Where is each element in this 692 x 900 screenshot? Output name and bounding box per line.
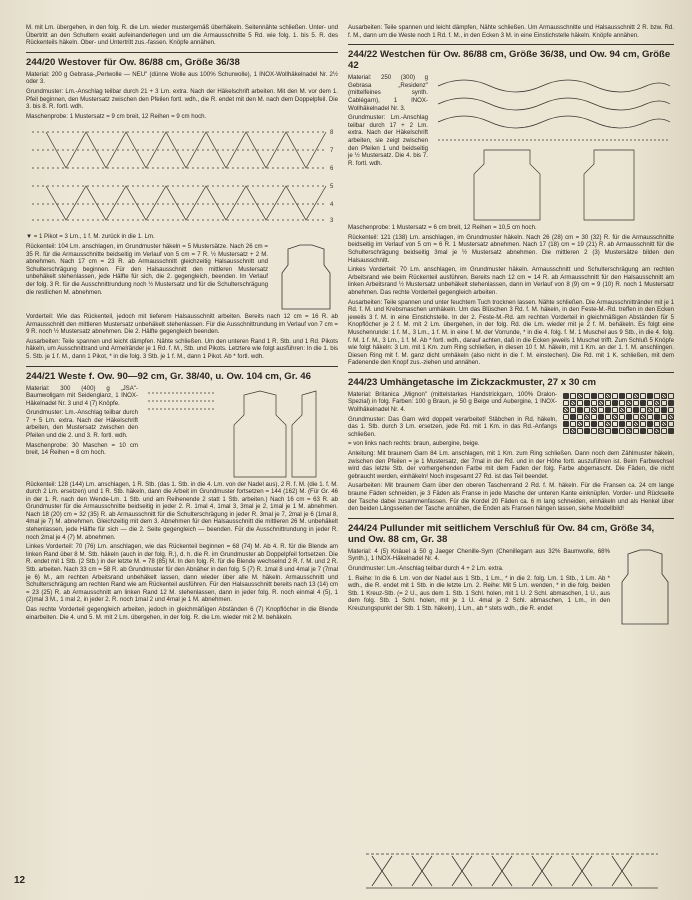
grid-cell [661,393,667,399]
rueckenteil-text: Rückenteil: 121 (138) Lm. anschlagen, im Grundmuster häkeln. Nach 26 (28) cm = 30 (32) R. für die Armausschnitte beidseitig im Verlauf von 5 cm = 6 R. 1 Mustersatz abnehmen. Nach 17 (18) cm = 19 (21) R. ab Armausschnitt für die Schulterschrägung beidseitig 3mal je ½ Mustersatz abnehmen. Die mittleren 2 (3) Mustersätze bilden den Halsausschnitt. [348,233,674,264]
grid-cell [640,393,646,399]
grid-cell [640,407,646,413]
grid-cell [633,400,639,406]
grid-cell [626,407,632,413]
grid-cell [591,393,597,399]
grid-cell [591,407,597,413]
svg-text:7: 7 [330,148,334,155]
grid-cell [591,400,597,406]
rechtes-vorderteil-text: Das rechte Vorderteil gegengleich arbeiten, jedoch in gleichmäßigen Abständen 6 (7) Knopflöcher in die Blende einarbeiten. Die 4. und 5. M. mit 2 Lm. übergehen, in der folg. R. die Lm. wieder mit 2 M. behäkeln. [26,606,338,621]
grid-cell [584,393,590,399]
grid-cell [647,421,653,427]
grid-cell [570,407,576,413]
grid-cell [612,400,618,406]
grid-cell [598,393,604,399]
anleitung-text: Anleitung: Mit braunem Garn 84 Lm. anschlagen, mit 1 Km. zum Ring schließen. Dann noch dem Zählmuster häkeln, zwischen den Pfeilen = je 1 Mustersatz, der 7mal in der Rd. und in der Höhe fortl. auszuführen ist. Beim Farbwechsel wird das letzte Stb. der vorhergehenden Farbe mit dem Faden der folg. Farbe abgemascht. Die Fäden, die nicht gebraucht werden, einhäkeln! Noch insgesamt 27 Rd. ist das Teil beendet. [348,450,674,480]
maschenprobe-text: Maschenprobe: 1 Mustersatz = 9 cm breit, 12 Reihen = 9 cm hoch. [26,112,207,120]
grundmuster-text: Grundmuster: Lm.-Anschlag teilbar durch 4 + 2 Lm. extra. [348,564,504,572]
crochet-chart-westchen [434,74,674,224]
grid-cell [605,400,611,406]
grid-cell [654,393,660,399]
maschenprobe-text: Maschenprobe: 1 Mustersatz = 6 cm breit, 12 Reihen = 10,5 cm hoch. [348,224,537,232]
grid-cell [577,407,583,413]
grid-cell [605,393,611,399]
grid-cell [640,400,646,406]
page-number: 12 [14,875,26,886]
grid-cell [612,421,618,427]
ausarbeiten-text: Ausarbeiten: Teile spannen und unter feuchtem Tuch trocknen lassen. Nähte schließen. Die Armausschnittränder mit je 1 Rd. f. M. und Krebsmaschen umhäkeln. Um das Blüschen 3 Rd. f. M. häkeln, in den Feste-M.-Rd. treffen in den Ecken jeweils 3 f. M. in eine Einstichstelle. In der 2. Feste-M.-Rd. am rechten Vorderteil in gleichmäßigen Abständen für 5 Knopflöcher je 2 f. M. mit 2 Lm. übergehen, in der folg. Rd. die Lm. wieder mit je 2 f. M. behäkeln. Es folgt eine Muschenrunde: 1 f. M., 3 Lm., 1 f. M. in eine f. M. der Vorrunde, * in die 4. folg. f. M. 1 Muschel aus 9 Stb., in die 4. folg. f. M. 1 f. M., 3 Lm., 1 f. M. Ab * fortl. wdh., darauf achten, daß in die Ecken jeweils 1 Muschel trifft. Zum Schluß 5 Knöpfe wie folgt häkeln: 3 Lm. mit 1 Km. zum Ring schließen, in diesen 10 f. M. häkeln, mit 1 Km. an der 1. f. M. anschlingen. Diesen Ring mit f. M. ganz dicht umhäkeln (also nicht in die f. M. einstechen). Die Rd. mit 1 K. schließen, mit dem Fadenende den Knopf zus.-ziehen und annähen. [348,298,674,367]
grid-cell [661,414,667,420]
grid-cell [626,400,632,406]
grundmuster-text: Grundmuster: Lm.-Anschlag teilbar durch 7 + 5 Lm. extra. Nach der Häkelschrift arbeiten, den Mustersatz zwischen den Pfeilen und die 2. und 3. R. fortl. wdh. [26,409,138,440]
ausarbeiten-text: Ausarbeiten: Mit braunem Garn über den oberen Taschenrand 2 Rd. f. M. häkeln. Für die Fransen ca. 24 cm lange braune Fäden schneiden, je 3 Fäden als Franse in jede Masche der unteren Kante einknüpfen. Vorder- und Rückseite der Tasche dabei zusammenfassen. Für die Kordel 20 Fäden ca. 6 m lang schneiden, einhäkeln und als Henkel über den beiden Längsseiten der Tasche annähen, die Enden als Fransen hängen lassen, siehe Modellbild! [348,482,674,513]
grid-cell [584,414,590,420]
ausarbeiten-text: Ausarbeiten: Teile spannen und leicht dämpfen. Nähte schließen. Um den unteren Rand 1 R. Stb. und 1 Rd. Pikots häkeln, um Ausschnittrand und Armelränder je 1 Rd. f. M., Stb. und Pikots. Letztere wie folgt ausführen: In die 1. bis 5. Stb. je 1 f. M., dann 1 Pikot, * in die folg. 3 Stb. je 1 f. M., dann 1 Pikot. Ab * fortl. wdh. [26,337,338,360]
grid-cell [605,414,611,420]
grid-cell [584,428,590,434]
grid-cell [619,428,625,434]
grid-cell [570,400,576,406]
grid-cell [605,421,611,427]
grid-cell [640,421,646,427]
grid-cell [563,428,569,434]
grid-cell [584,421,590,427]
grid-cell [654,407,660,413]
grid-cell [633,428,639,434]
grid-cell [661,407,667,413]
grid-cell [570,414,576,420]
grid-cell [605,407,611,413]
grid-cell [598,400,604,406]
zaehlmuster-grid [563,391,674,441]
grid-cell [563,393,569,399]
material-text: Material: 250 (300) g Gebrasa „Residenz" (mittelfeines synth. Cablégarn), 1 INOX-Wollhäkelnadel Nr. 3. [348,74,428,112]
grid-cell [612,407,618,413]
grid-cell [647,428,653,434]
crochet-stitch-chart-pullunder [362,842,662,892]
grid-cell [563,407,569,413]
material-text: Material: 200 g Gebrasa-„Perlwolle — NEU" (dünne Wolle aus 100% Schurwolle), 1 INOX-Wollhäkelnadel Nr. 2½ oder 3. [26,70,338,86]
grundmuster-text: Grundmuster: Lm.-Anschlag teilbar durch 21 + 3 Lm. extra. Nach der Häkelschrift arbeiten. Mit den M. vor dem 1. Pfeil beginnen, den Mustersatz zwischen den Pfeilen fortl. wdh., die R. endet mit den M. nach dem Doppelpfeil. Die 3. bis 8. R. fortl. wdh. [26,87,338,111]
grid-cell [619,421,625,427]
color-legend: = von links nach rechts: braun, aubergine, beige. [348,440,480,448]
grid-cell [654,428,660,434]
maschenprobe-text: Maschenprobe: 30 Maschen = 10 cm breit, 14 Reihen = 8 cm hoch. [26,441,138,457]
svg-text:4: 4 [330,202,334,209]
schematic-westover [274,243,338,313]
grid-cell [668,414,674,420]
rueckenteil-text: Rückenteil: 104 Lm. anschlagen, im Grundmuster häkeln = 5 Mustersätze. Nach 26 cm = 35 R. für die Armausschnitte beidseitig im Verlauf von 5 cm = 7 R. ½ Mustersatz + 2 M. abnehmen. Nach 17 cm = 23 R. ab Armausschnitt gleichzeitig Halsausschnitt und Schulterschrägung beginnen. Für den Halsausschnitt den mittleren Mustersatz unbehäkelt stehenlassen, jede Hälfte für sich, die 2. gegengleich, beenden. Im Verlauf der folg. 3 R. für die Ausschnittrundung noch ½ Mustersatz und für die Schulterschrägung die restlichen M. abnehmen. [26,242,268,296]
grid-cell [626,428,632,434]
material-text: Material: 4 (5) Knäuel à 50 g Jaeger Chenille-Sym (Chenillegarn aus 32% Baumwolle, 68% Synth.), 1 INOX-Häkelnadel Nr. 4. [348,547,610,563]
grid-cell [563,421,569,427]
grid-cell [668,393,674,399]
grid-cell [591,428,597,434]
section-title-244-20: 244/20 Westover für Ow. 86/88 cm, Größe 36/38 [26,56,240,68]
grid-cell [577,414,583,420]
grid-cell [647,414,653,420]
grid-cell [640,414,646,420]
section-divider [348,44,674,45]
grid-cell [633,421,639,427]
grid-cell [598,407,604,413]
section-title-244-23: 244/23 Umhängetasche im Zickzackmuster, 27 x 30 cm [348,376,596,388]
intro-paragraph: Ausarbeiten: Teile spannen und leicht dämpfen, Nähte schließen. Um Armausschnitte und Halsausschnitt 2 R. bzw. Rd. f. M., dann um die Weste noch 1 Rd. f. M., in den Ecken 3 M. in eine Einstichstelle häkeln. Knöpfe annähen. [348,24,674,39]
material-text: Material: Britanica „Mignon" (mittelstarkes Handstrickgarn, 100% Dralon-Spezial) in folg. Farben: 100 g Braun, je 50 g Beige und Aubergine, 1 INOX-Wollhäkelnadel Nr. 4. [348,390,557,414]
grid-cell [577,421,583,427]
grid-cell [654,421,660,427]
crochet-chart-westover [26,122,338,230]
grid-cell [626,414,632,420]
grid-cell [563,414,569,420]
grid-cell [619,407,625,413]
grid-cell [584,400,590,406]
grid-cell [577,400,583,406]
section-divider [26,52,338,53]
left-column [26,24,338,623]
grid-cell [619,400,625,406]
linkes-vorderteil-text: Linkes Vorderteil: 70 (76) Lm. anschlagen, wie das Rückenteil beginnen = 68 (74) M. Ab 4. R. für die Blende am linken Rand über 8 M. Stb. häkeln (auch in der folg. R.), d. h. die R. im Grundmuster ab Doppelpfeil fortsetzen. Die R. endet mit 1 Stb. (2 Stb.) in der letzte M. = 78 (85) M. In den folg. R. für die Blende wechselnd 2 R. f. M. und 2 R. Stb. arbeiten. Nach 33 cm = 58 R. ab Grundmuster für den Abnäher in den folg. 5 (7) R. 1mal 8 und 4mal je 7 (7mal je 6) M., am rechten Arbeitsrand unbehäkelt lassen, dann wieder über alle M. häkeln. Armausschnitt und Schulterschrägung am rechten Rand wie am Rückenteil ausführen. Für den Halsausschnitt bereits nach 13 (14) cm = 23 (25) R. ab Armausschnitt am linken Rand 12 M. stehenlassen, dann in jeder folg. R. noch einmal 4 (5), 1 (2)mal 3 M., 1 mal 2, in jeder 2. R. noch 1mal 2 und 4mal je 1 M. abnehmen. [26,543,338,604]
grid-cell [577,428,583,434]
grid-cell [598,428,604,434]
schematic-weste [144,385,338,481]
grid-cell [612,428,618,434]
grid-cell [661,400,667,406]
vorderteil-text: Vorderteil: Wie das Rückenteil, jedoch mit tieferem Halsausschnitt arbeiten. Bereits nach 12 cm = 16 R. ab Armausschnitt den mittleren Mustersatz unbehäkelt stehenlassen. Für die Ausschnittrundung im Verlauf von 7 cm = 9 R. noch ½ Mustersatz abnehmen. Die 2. Hälfte gegengleich beenden. [26,312,338,336]
section-title-244-24: 244/24 Pullunder mit seitlichem Verschluß für Ow. 84 cm, Größe 34, und Ow. 88 cm, Gr. 38 [348,522,655,545]
grid-cell [619,414,625,420]
grid-cell [647,393,653,399]
grid-cell [591,414,597,420]
grid-cell [570,421,576,427]
rueckenteil-text: Rückenteil: 128 (144) Lm. anschlagen, 1 R. Stb. (das 1. Stb. in die 4. Lm. von der Nadel aus), 2 R. f. M. (die 1. f. M. durch 2 Lm. ersetzen) und 1 R. Stb. häkeln, dann die Arbeit im Grundmuster fortsetzen = 144 (162) M. (Für Gr. 46 in der 1. R. nach den Wende-Lm. 1 Stb. und am Reihenende 2 statt 1 Stb. arbeiten.) Nach 16 cm = 63 R. ab Grundmuster für die Armausschnitte beidseitig in jeder 2. R. 1mal 4, 1mal 3, 3mal je 2, 1mal je 1 M. abnehmen. Nach 18 (20) cm = 32 (35) R. ab Armausschnitt für die Schulterschrägung in jeder R. 3mal je 7, 2mal je 6 (1mal 8, 4mal je 7) M. abnehmen. Gleichzeitig mit dem 3. Abnehmen für den Halsausschnitt die mittleren 26 M. unbehäkelt stehenlassen, jede Hälfte für sich — die 2. Seite gegengleich — beenden. Für die Ausschnittrundung in jeder R. noch 2mal je 4 (7) M. abnehmen. [26,480,338,541]
grid-cell [619,393,625,399]
grid-cell [668,421,674,427]
pikot-legend: ▼ = 1 Pikot = 3 Lm., 1 f. M. zurück in die 1. Lm. [26,233,155,241]
grid-cell [591,421,597,427]
section-title-244-22: 244/22 Westchen für Ow. 86/88 cm, Größe 36/38, und Ow. 94 cm, Größe 42 [348,49,671,72]
section-divider [26,366,338,367]
grid-cell [570,393,576,399]
svg-text:6: 6 [330,166,334,173]
linkes-vorderteil-text: Linkes Vorderteil: 70 Lm. anschlagen, im Grundmuster häkeln. Armausschnitt und Schulterschrägung am rechten Arbeitsrand wie beim Rückenteil ausführen. Bereits nach 12 cm = 14 R. ab Armausschnitt für den Halsausschnitt am linken Arbeitsrand ½ Mustersatz unbehäkelt stehenlassen, dann im Verlauf von 8 (9) cm = 9 (10) R. noch 1 Mustersatz abnehmen. Das rechte Vorderteil gegengleich arbeiten. [348,266,674,296]
grid-cell [668,407,674,413]
grid-cell [577,393,583,399]
grid-cell [633,407,639,413]
grid-cell [626,393,632,399]
grid-cell [633,393,639,399]
grid-cell [661,421,667,427]
schematic-pullunder [616,548,674,628]
svg-text:5: 5 [330,184,334,191]
section-divider [348,518,674,519]
grid-cell [584,407,590,413]
svg-text:3: 3 [330,218,334,225]
grid-cell [570,428,576,434]
grid-cell [640,428,646,434]
intro-paragraph: M. mit Lm. übergehen, in den folg. R. die Lm. wieder mustergemäß überhäkeln. Seitennähte schließen. Unter- und Übertritt an den Schultern exakt aufeinanderlegen und um die Armausschnitte 5 Rd. wie folg. 1. bis 5. R. des Rückenteils häkeln. Ober- und Untertritt zus.-fassen. Knöpfe annähen. [26,24,338,47]
grundmuster-text: Grundmuster: Das Garn wird doppelt verarbeitet! Stäbchen in Rd. häkeln, das 1. Stb. durch 3 Lm. ersetzen, jede Rd. mit 1 Km. in das Rd.-Anfangs schließen. [348,415,557,438]
section-title-244-21: 244/21 Weste f. Ow. 90—92 cm, Gr. 38/40, u. Ow. 104 cm, Gr. 46 [26,370,311,382]
grid-cell [626,421,632,427]
grid-cell [647,407,653,413]
grid-cell [598,414,604,420]
material-text: Material: 300 (400) g „JSA"-Baumwollgarn mit Seidenglanz, 1 INOX-Häkelnadel Nr. 3 und 4 (7) Knöpfe. [26,384,138,407]
grid-cell [654,414,660,420]
grid-cell [647,400,653,406]
right-column [348,24,674,628]
section-divider [348,372,674,373]
grid-cell [563,400,569,406]
grid-cell [668,428,674,434]
grid-cell [654,400,660,406]
grid-cell [612,414,618,420]
grid-cell [612,393,618,399]
grid-cell [668,400,674,406]
grid-cell [598,421,604,427]
grid-cell [661,428,667,434]
grid-cell [605,428,611,434]
grundmuster-text: Grundmuster: Lm.-Anschlag teilbar durch 17 + 2 Lm. extra. Nach der Häkelschrift arbeiten, sie zeigt zwischen den Pfeilen 1 und beidseitig je ½ Mustersatz. Die 4. bis 7. R. fortl. wdh. [348,114,428,167]
reihen-text: 1. Reihe: In die 6. Lm. von der Nadel aus 1 Stb., 1 Lm., * in die 2. folg. Lm. 1 Stb., 1 Lm. Ab * wdh., die R. endet mit 1 Stb. in die letzte Lm. 2. Reihe: Mit 5 Lm. wenden, * in die folg. beiden Stb. 1 Kreuz-Stb. (= 2 U., aus dem 1. Stb. 1 Schl. holen, mit 1 U. 2 Schl. abmaschen, 1 U., aus dem folg. Stb. 1 Schl. holen, mit je 1 U. 4mal je 2 Schl. abmaschen, 1 Lm., in den Kreuzungspunkt der Stb. 1 Stb. häkeln), 1 Lm., ab * stets wdh., die R. endet [348,574,610,612]
svg-text:8: 8 [330,130,334,137]
grid-cell [633,414,639,420]
